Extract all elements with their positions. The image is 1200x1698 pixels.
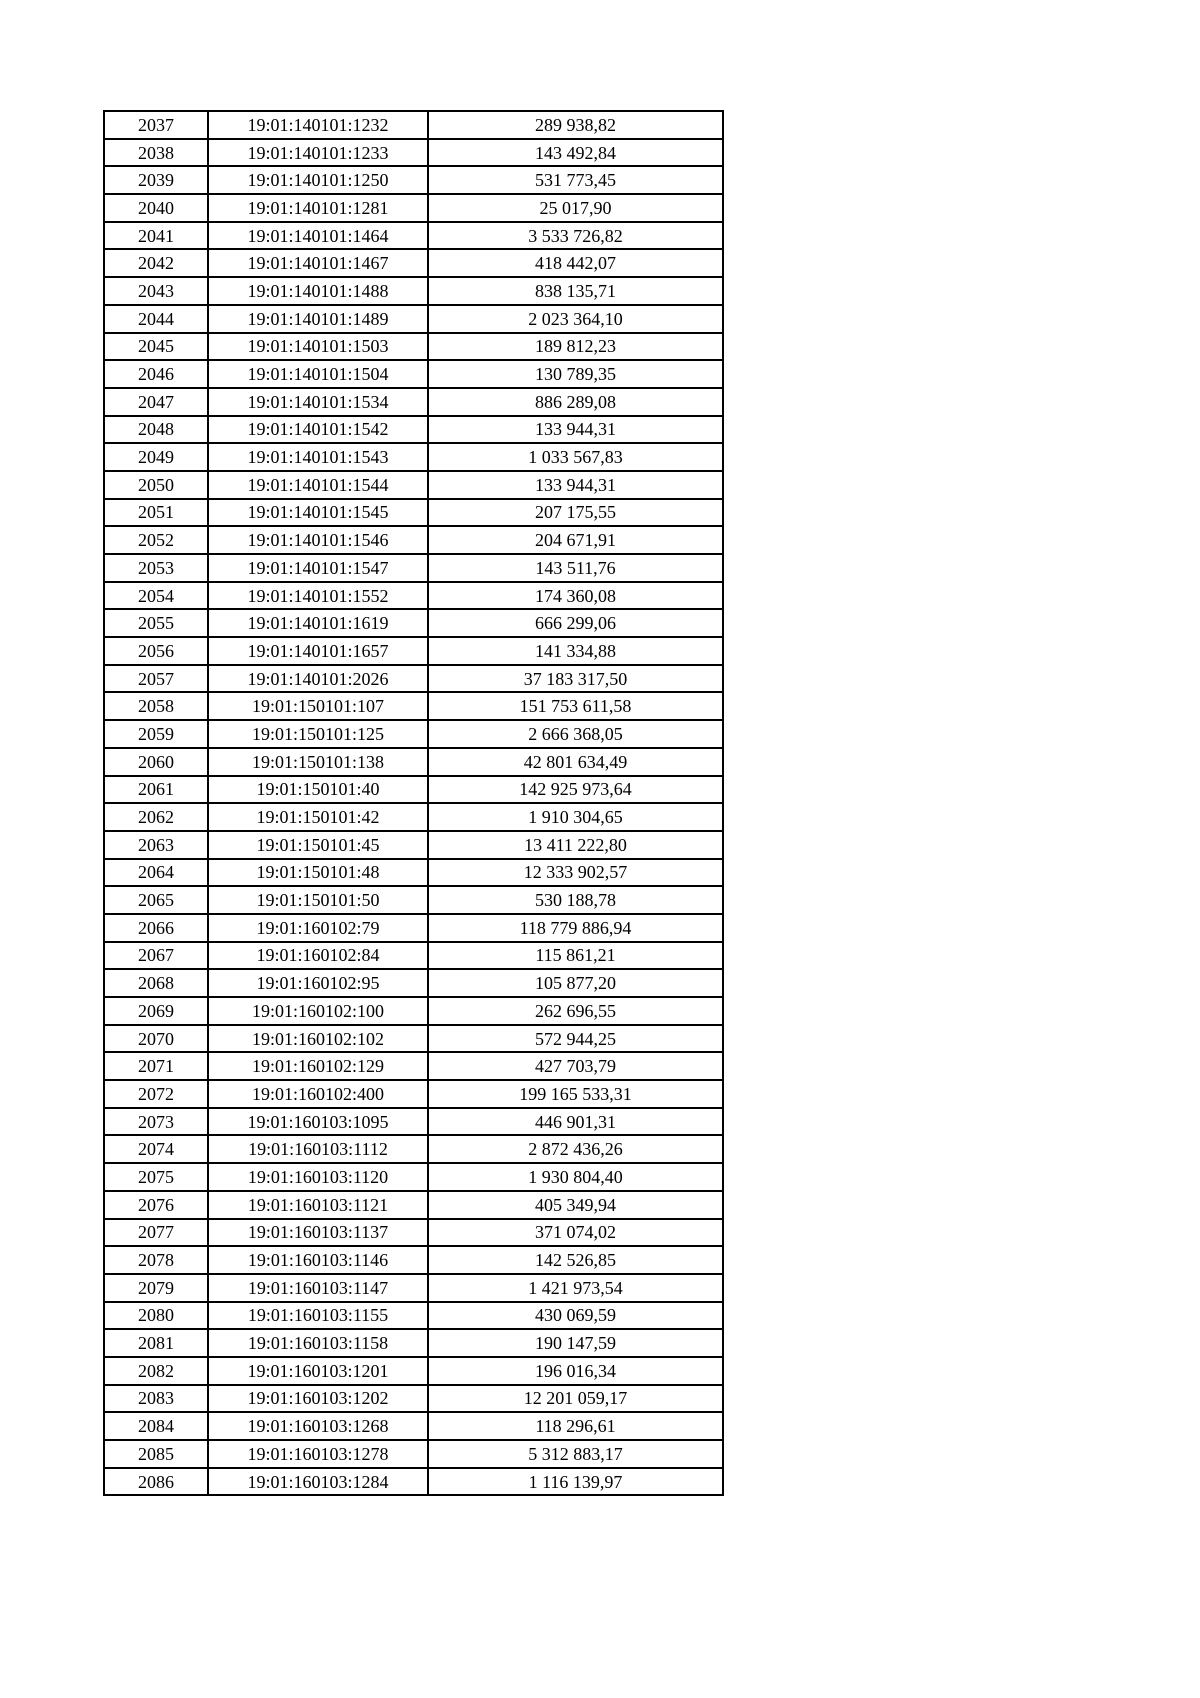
cadastral-value-cell: 204 671,91 bbox=[428, 526, 723, 554]
cadastral-number-cell: 19:01:150101:40 bbox=[208, 776, 428, 804]
cadastral-number-cell: 19:01:160103:1201 bbox=[208, 1357, 428, 1385]
table-row bbox=[104, 776, 723, 804]
row-number-cell: 2074 bbox=[104, 1135, 208, 1163]
cadastral-number-cell: 19:01:160103:1112 bbox=[208, 1135, 428, 1163]
cadastral-value-cell: 118 296,61 bbox=[428, 1412, 723, 1440]
table-row bbox=[104, 471, 723, 499]
cadastral-value-cell: 2 666 368,05 bbox=[428, 720, 723, 748]
cadastral-number-cell: 19:01:160102:84 bbox=[208, 942, 428, 970]
row-number-cell: 2082 bbox=[104, 1357, 208, 1385]
cadastral-number-cell: 19:01:160103:1095 bbox=[208, 1108, 428, 1136]
table-row bbox=[104, 166, 723, 194]
table-row bbox=[104, 1246, 723, 1274]
cadastral-number-cell: 19:01:140101:1552 bbox=[208, 582, 428, 610]
table-row bbox=[104, 609, 723, 637]
cadastral-value-cell: 143 492,84 bbox=[428, 139, 723, 167]
cadastral-value-cell: 886 289,08 bbox=[428, 388, 723, 416]
row-number-cell: 2055 bbox=[104, 609, 208, 637]
table-row bbox=[104, 360, 723, 388]
row-number-cell: 2043 bbox=[104, 277, 208, 305]
cadastral-value-table bbox=[103, 110, 724, 1496]
cadastral-number-cell: 19:01:160103:1284 bbox=[208, 1468, 428, 1496]
cadastral-number-cell: 19:01:140101:1503 bbox=[208, 333, 428, 361]
cadastral-value-cell: 572 944,25 bbox=[428, 1025, 723, 1053]
table-row bbox=[104, 1191, 723, 1219]
row-number-cell: 2054 bbox=[104, 582, 208, 610]
row-number-cell: 2066 bbox=[104, 914, 208, 942]
cadastral-number-cell: 19:01:160103:1155 bbox=[208, 1302, 428, 1330]
cadastral-value-cell: 115 861,21 bbox=[428, 942, 723, 970]
table-row bbox=[104, 886, 723, 914]
cadastral-value-cell: 1 033 567,83 bbox=[428, 443, 723, 471]
row-number-cell: 2064 bbox=[104, 859, 208, 887]
table-row bbox=[104, 1025, 723, 1053]
table-row bbox=[104, 1052, 723, 1080]
cadastral-value-cell: 207 175,55 bbox=[428, 499, 723, 527]
table-row bbox=[104, 554, 723, 582]
cadastral-number-cell: 19:01:150101:48 bbox=[208, 859, 428, 887]
table-row bbox=[104, 249, 723, 277]
row-number-cell: 2050 bbox=[104, 471, 208, 499]
row-number-cell: 2039 bbox=[104, 166, 208, 194]
row-number-cell: 2077 bbox=[104, 1219, 208, 1247]
row-number-cell: 2060 bbox=[104, 748, 208, 776]
cadastral-value-cell: 142 925 973,64 bbox=[428, 776, 723, 804]
cadastral-number-cell: 19:01:150101:42 bbox=[208, 803, 428, 831]
table-row bbox=[104, 1412, 723, 1440]
cadastral-value-cell: 1 910 304,65 bbox=[428, 803, 723, 831]
row-number-cell: 2040 bbox=[104, 194, 208, 222]
cadastral-number-cell: 19:01:150101:138 bbox=[208, 748, 428, 776]
cadastral-value-cell: 174 360,08 bbox=[428, 582, 723, 610]
row-number-cell: 2065 bbox=[104, 886, 208, 914]
table-row bbox=[104, 1468, 723, 1496]
row-number-cell: 2085 bbox=[104, 1440, 208, 1468]
table-row bbox=[104, 111, 723, 139]
row-number-cell: 2076 bbox=[104, 1191, 208, 1219]
row-number-cell: 2073 bbox=[104, 1108, 208, 1136]
cadastral-number-cell: 19:01:140101:1467 bbox=[208, 249, 428, 277]
cadastral-number-cell: 19:01:160102:129 bbox=[208, 1052, 428, 1080]
table-row bbox=[104, 997, 723, 1025]
cadastral-number-cell: 19:01:140101:1232 bbox=[208, 111, 428, 139]
table-row bbox=[104, 859, 723, 887]
cadastral-number-cell: 19:01:140101:1489 bbox=[208, 305, 428, 333]
row-number-cell: 2051 bbox=[104, 499, 208, 527]
cadastral-number-cell: 19:01:160103:1158 bbox=[208, 1329, 428, 1357]
row-number-cell: 2044 bbox=[104, 305, 208, 333]
table-row bbox=[104, 277, 723, 305]
cadastral-value-cell: 530 188,78 bbox=[428, 886, 723, 914]
cadastral-number-cell: 19:01:140101:1547 bbox=[208, 554, 428, 582]
row-number-cell: 2038 bbox=[104, 139, 208, 167]
cadastral-value-cell: 142 526,85 bbox=[428, 1246, 723, 1274]
row-number-cell: 2069 bbox=[104, 997, 208, 1025]
cadastral-value-cell: 1 116 139,97 bbox=[428, 1468, 723, 1496]
row-number-cell: 2046 bbox=[104, 360, 208, 388]
cadastral-value-cell: 531 773,45 bbox=[428, 166, 723, 194]
row-number-cell: 2084 bbox=[104, 1412, 208, 1440]
cadastral-number-cell: 19:01:160102:400 bbox=[208, 1080, 428, 1108]
row-number-cell: 2063 bbox=[104, 831, 208, 859]
row-number-cell: 2047 bbox=[104, 388, 208, 416]
row-number-cell: 2049 bbox=[104, 443, 208, 471]
cadastral-value-cell: 189 812,23 bbox=[428, 333, 723, 361]
table-row bbox=[104, 969, 723, 997]
cadastral-value-cell: 430 069,59 bbox=[428, 1302, 723, 1330]
row-number-cell: 2037 bbox=[104, 111, 208, 139]
table-row bbox=[104, 720, 723, 748]
cadastral-value-cell: 199 165 533,31 bbox=[428, 1080, 723, 1108]
table-row bbox=[104, 942, 723, 970]
cadastral-value-cell: 37 183 317,50 bbox=[428, 665, 723, 693]
table-row bbox=[104, 1385, 723, 1413]
cadastral-number-cell: 19:01:140101:2026 bbox=[208, 665, 428, 693]
cadastral-value-cell: 371 074,02 bbox=[428, 1219, 723, 1247]
cadastral-number-cell: 19:01:140101:1657 bbox=[208, 637, 428, 665]
table-row bbox=[104, 1080, 723, 1108]
row-number-cell: 2070 bbox=[104, 1025, 208, 1053]
row-number-cell: 2056 bbox=[104, 637, 208, 665]
row-number-cell: 2072 bbox=[104, 1080, 208, 1108]
row-number-cell: 2061 bbox=[104, 776, 208, 804]
cadastral-number-cell: 19:01:140101:1233 bbox=[208, 139, 428, 167]
cadastral-number-cell: 19:01:140101:1250 bbox=[208, 166, 428, 194]
table-row bbox=[104, 139, 723, 167]
table-row bbox=[104, 1219, 723, 1247]
table-row bbox=[104, 526, 723, 554]
cadastral-value-cell: 118 779 886,94 bbox=[428, 914, 723, 942]
cadastral-number-cell: 19:01:140101:1546 bbox=[208, 526, 428, 554]
table-row bbox=[104, 333, 723, 361]
cadastral-number-cell: 19:01:140101:1281 bbox=[208, 194, 428, 222]
cadastral-value-cell: 1 421 973,54 bbox=[428, 1274, 723, 1302]
row-number-cell: 2062 bbox=[104, 803, 208, 831]
cadastral-number-cell: 19:01:160103:1137 bbox=[208, 1219, 428, 1247]
cadastral-number-cell: 19:01:140101:1545 bbox=[208, 499, 428, 527]
table-row bbox=[104, 305, 723, 333]
cadastral-value-cell: 418 442,07 bbox=[428, 249, 723, 277]
row-number-cell: 2052 bbox=[104, 526, 208, 554]
table-row bbox=[104, 1135, 723, 1163]
cadastral-number-cell: 19:01:140101:1544 bbox=[208, 471, 428, 499]
table-row bbox=[104, 1274, 723, 1302]
table-row bbox=[104, 416, 723, 444]
cadastral-value-cell: 133 944,31 bbox=[428, 471, 723, 499]
cadastral-value-cell: 13 411 222,80 bbox=[428, 831, 723, 859]
cadastral-number-cell: 19:01:140101:1534 bbox=[208, 388, 428, 416]
table-row bbox=[104, 1329, 723, 1357]
row-number-cell: 2045 bbox=[104, 333, 208, 361]
table-row bbox=[104, 222, 723, 250]
row-number-cell: 2048 bbox=[104, 416, 208, 444]
cadastral-value-cell: 25 017,90 bbox=[428, 194, 723, 222]
cadastral-number-cell: 19:01:160103:1146 bbox=[208, 1246, 428, 1274]
row-number-cell: 2068 bbox=[104, 969, 208, 997]
cadastral-number-cell: 19:01:140101:1488 bbox=[208, 277, 428, 305]
cadastral-number-cell: 19:01:140101:1543 bbox=[208, 443, 428, 471]
table-row bbox=[104, 637, 723, 665]
table-row bbox=[104, 194, 723, 222]
cadastral-value-cell: 427 703,79 bbox=[428, 1052, 723, 1080]
table-row bbox=[104, 1440, 723, 1468]
cadastral-number-cell: 19:01:160102:79 bbox=[208, 914, 428, 942]
cadastral-number-cell: 19:01:140101:1504 bbox=[208, 360, 428, 388]
row-number-cell: 2067 bbox=[104, 942, 208, 970]
cadastral-number-cell: 19:01:140101:1619 bbox=[208, 609, 428, 637]
table-row bbox=[104, 748, 723, 776]
table-row bbox=[104, 1163, 723, 1191]
cadastral-value-cell: 196 016,34 bbox=[428, 1357, 723, 1385]
table-row bbox=[104, 499, 723, 527]
row-number-cell: 2079 bbox=[104, 1274, 208, 1302]
cadastral-value-cell: 289 938,82 bbox=[428, 111, 723, 139]
row-number-cell: 2071 bbox=[104, 1052, 208, 1080]
cadastral-value-cell: 3 533 726,82 bbox=[428, 222, 723, 250]
table-row bbox=[104, 665, 723, 693]
cadastral-value-cell: 262 696,55 bbox=[428, 997, 723, 1025]
cadastral-value-cell: 2 872 436,26 bbox=[428, 1135, 723, 1163]
row-number-cell: 2086 bbox=[104, 1468, 208, 1496]
cadastral-value-cell: 838 135,71 bbox=[428, 277, 723, 305]
cadastral-number-cell: 19:01:140101:1464 bbox=[208, 222, 428, 250]
row-number-cell: 2057 bbox=[104, 665, 208, 693]
table-body bbox=[104, 111, 723, 1495]
cadastral-value-cell: 12 201 059,17 bbox=[428, 1385, 723, 1413]
cadastral-number-cell: 19:01:160103:1278 bbox=[208, 1440, 428, 1468]
cadastral-number-cell: 19:01:160102:95 bbox=[208, 969, 428, 997]
cadastral-number-cell: 19:01:150101:125 bbox=[208, 720, 428, 748]
cadastral-number-cell: 19:01:160103:1202 bbox=[208, 1385, 428, 1413]
cadastral-value-cell: 1 930 804,40 bbox=[428, 1163, 723, 1191]
cadastral-value-cell: 141 334,88 bbox=[428, 637, 723, 665]
row-number-cell: 2075 bbox=[104, 1163, 208, 1191]
cadastral-number-cell: 19:01:160103:1147 bbox=[208, 1274, 428, 1302]
table-row bbox=[104, 1108, 723, 1136]
cadastral-value-cell: 5 312 883,17 bbox=[428, 1440, 723, 1468]
cadastral-value-cell: 446 901,31 bbox=[428, 1108, 723, 1136]
cadastral-number-cell: 19:01:160103:1268 bbox=[208, 1412, 428, 1440]
table-row bbox=[104, 831, 723, 859]
row-number-cell: 2081 bbox=[104, 1329, 208, 1357]
cadastral-value-cell: 405 349,94 bbox=[428, 1191, 723, 1219]
cadastral-value-cell: 666 299,06 bbox=[428, 609, 723, 637]
cadastral-number-cell: 19:01:150101:45 bbox=[208, 831, 428, 859]
cadastral-value-cell: 133 944,31 bbox=[428, 416, 723, 444]
table-row bbox=[104, 803, 723, 831]
cadastral-value-cell: 190 147,59 bbox=[428, 1329, 723, 1357]
table-row bbox=[104, 388, 723, 416]
cadastral-value-cell: 2 023 364,10 bbox=[428, 305, 723, 333]
table-row bbox=[104, 692, 723, 720]
cadastral-value-cell: 130 789,35 bbox=[428, 360, 723, 388]
table-row bbox=[104, 914, 723, 942]
row-number-cell: 2058 bbox=[104, 692, 208, 720]
cadastral-number-cell: 19:01:160103:1120 bbox=[208, 1163, 428, 1191]
cadastral-value-cell: 143 511,76 bbox=[428, 554, 723, 582]
cadastral-value-cell: 105 877,20 bbox=[428, 969, 723, 997]
row-number-cell: 2083 bbox=[104, 1385, 208, 1413]
cadastral-number-cell: 19:01:150101:50 bbox=[208, 886, 428, 914]
cadastral-number-cell: 19:01:140101:1542 bbox=[208, 416, 428, 444]
row-number-cell: 2042 bbox=[104, 249, 208, 277]
row-number-cell: 2080 bbox=[104, 1302, 208, 1330]
row-number-cell: 2041 bbox=[104, 222, 208, 250]
table-row bbox=[104, 443, 723, 471]
row-number-cell: 2059 bbox=[104, 720, 208, 748]
row-number-cell: 2053 bbox=[104, 554, 208, 582]
cadastral-number-cell: 19:01:160102:102 bbox=[208, 1025, 428, 1053]
cadastral-value-cell: 12 333 902,57 bbox=[428, 859, 723, 887]
table-row bbox=[104, 1357, 723, 1385]
table-row bbox=[104, 1302, 723, 1330]
cadastral-number-cell: 19:01:150101:107 bbox=[208, 692, 428, 720]
cadastral-value-cell: 151 753 611,58 bbox=[428, 692, 723, 720]
cadastral-number-cell: 19:01:160102:100 bbox=[208, 997, 428, 1025]
table-row bbox=[104, 582, 723, 610]
row-number-cell: 2078 bbox=[104, 1246, 208, 1274]
cadastral-value-cell: 42 801 634,49 bbox=[428, 748, 723, 776]
cadastral-number-cell: 19:01:160103:1121 bbox=[208, 1191, 428, 1219]
